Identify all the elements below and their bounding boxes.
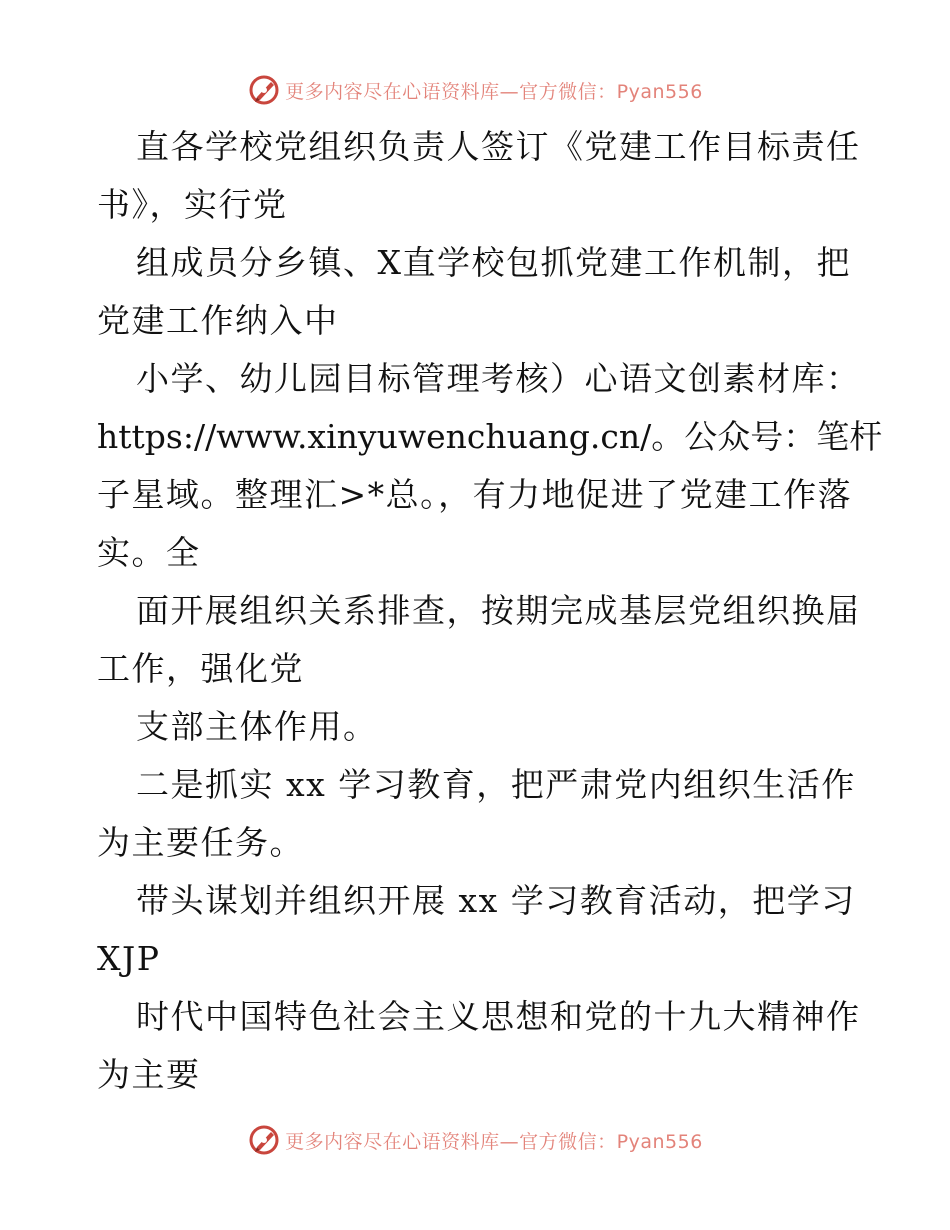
header-watermark-text: 更多内容尽在心语资料库—官方微信：Pyan556 <box>285 80 703 103</box>
body-line: XJP <box>97 939 161 978</box>
body-line: 小学、幼儿园目标管理考核）心语文创素材库： <box>136 359 861 398</box>
body-line: 二是抓实 xx 学习教育，把严肃党内组织生活作 <box>136 765 856 804</box>
body-line: 工作，强化党 <box>97 649 304 688</box>
footer-watermark-text: 更多内容尽在心语资料库—官方微信：Pyan556 <box>285 1130 703 1153</box>
body-line: 实。全 <box>97 533 201 572</box>
pen-logo-icon <box>247 73 281 107</box>
body-line: 书》，实行党 <box>97 185 288 224</box>
footer-watermark <box>0 1120 950 1160</box>
body-line: 组成员分乡镇、X直学校包抓党建工作机制，把 <box>136 243 851 282</box>
body-line: https://www.xinyuwenchuang.cn/。公众号：笔杆 <box>97 417 883 456</box>
body-line: 为主要任务。 <box>97 823 304 862</box>
body-line: 为主要 <box>97 1055 201 1094</box>
body-line: 党建工作纳入中 <box>97 301 339 340</box>
body-line: 面开展组织关系排查，按期完成基层党组织换届 <box>136 591 861 630</box>
body-line: 子星域。整理汇>*总。，有力地促进了党建工作落 <box>97 475 853 514</box>
pen-logo-icon <box>247 1123 281 1157</box>
body-line: 支部主体作用。 <box>136 707 378 746</box>
body-line: 带头谋划并组织开展 xx 学习教育活动，把学习 <box>136 881 856 920</box>
header-watermark <box>0 70 950 110</box>
document-body <box>97 118 883 1104</box>
body-line: 时代中国特色社会主义思想和党的十九大精神作 <box>136 997 861 1036</box>
body-line: 直各学校党组织负责人签订《党建工作目标责任 <box>136 127 861 166</box>
